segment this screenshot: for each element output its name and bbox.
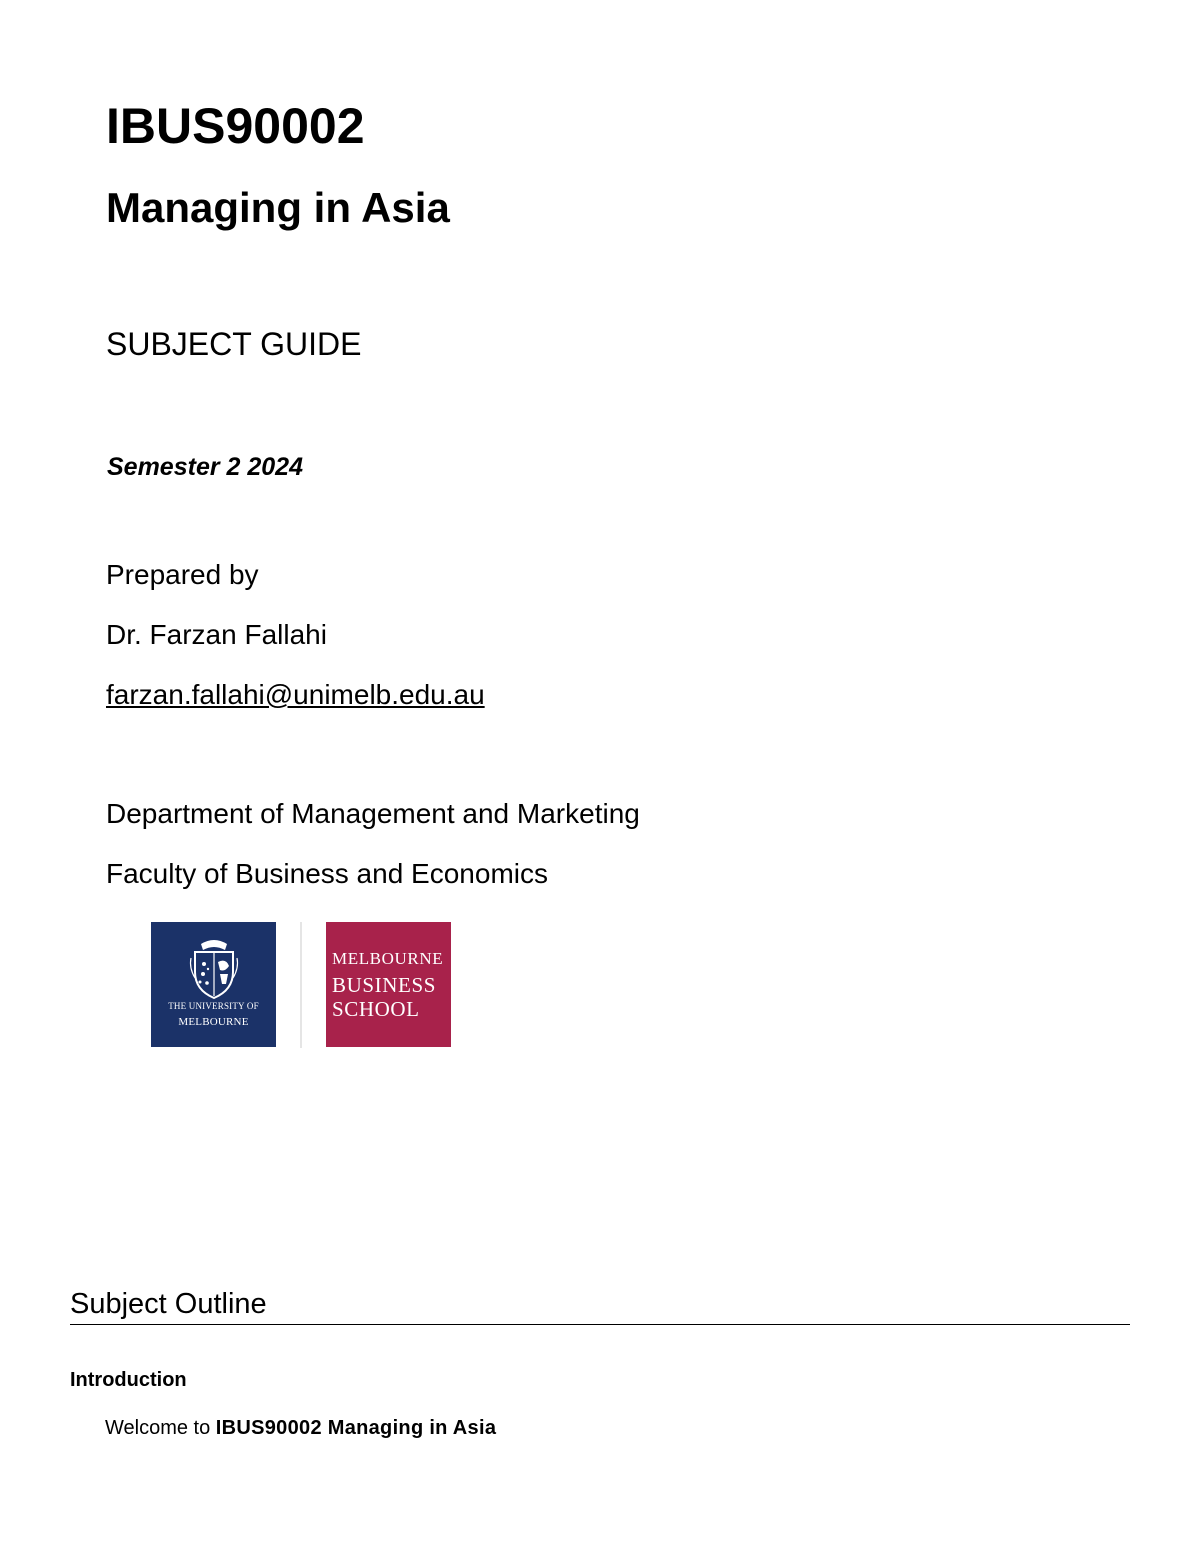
logo-divider — [300, 922, 302, 1048]
welcome-text — [105, 1416, 496, 1440]
crest-icon — [187, 938, 241, 1000]
mbs-logo-text-line1: MELBOURNE — [332, 949, 444, 968]
welcome-prefix: Welcome to — [105, 1417, 216, 1439]
semester-label: Semester 2 2024 — [107, 453, 303, 481]
author-name: Dr. Farzan Fallahi — [106, 619, 327, 650]
uom-logo-text-line2: MELBOURNE — [178, 1016, 249, 1028]
document-type-label: SUBJECT GUIDE — [106, 326, 362, 362]
melbourne-business-school-logo — [326, 922, 451, 1047]
author-email-link[interactable]: farzan.fallahi@unimelb.edu.au — [106, 679, 485, 710]
department-name: Department of Management and Marketing — [106, 798, 640, 829]
prepared-by-label: Prepared by — [106, 559, 259, 590]
welcome-subject: IBUS90002 Managing in Asia — [215, 1417, 497, 1439]
university-of-melbourne-logo — [151, 922, 276, 1047]
faculty-name: Faculty of Business and Economics — [106, 858, 548, 889]
subject-name-title: Managing in Asia — [106, 184, 450, 231]
mbs-logo-text-line2: BUSINESS — [332, 973, 436, 997]
introduction-heading: Introduction — [70, 1369, 187, 1391]
uom-logo-text-line1: THE UNIVERSITY OF — [168, 1001, 259, 1011]
subject-outline-heading: Subject Outline — [70, 1288, 267, 1320]
subject-code-title: IBUS90002 — [106, 98, 365, 154]
mbs-logo-text-line3: SCHOOL — [332, 997, 420, 1021]
section-divider — [70, 1324, 1130, 1325]
